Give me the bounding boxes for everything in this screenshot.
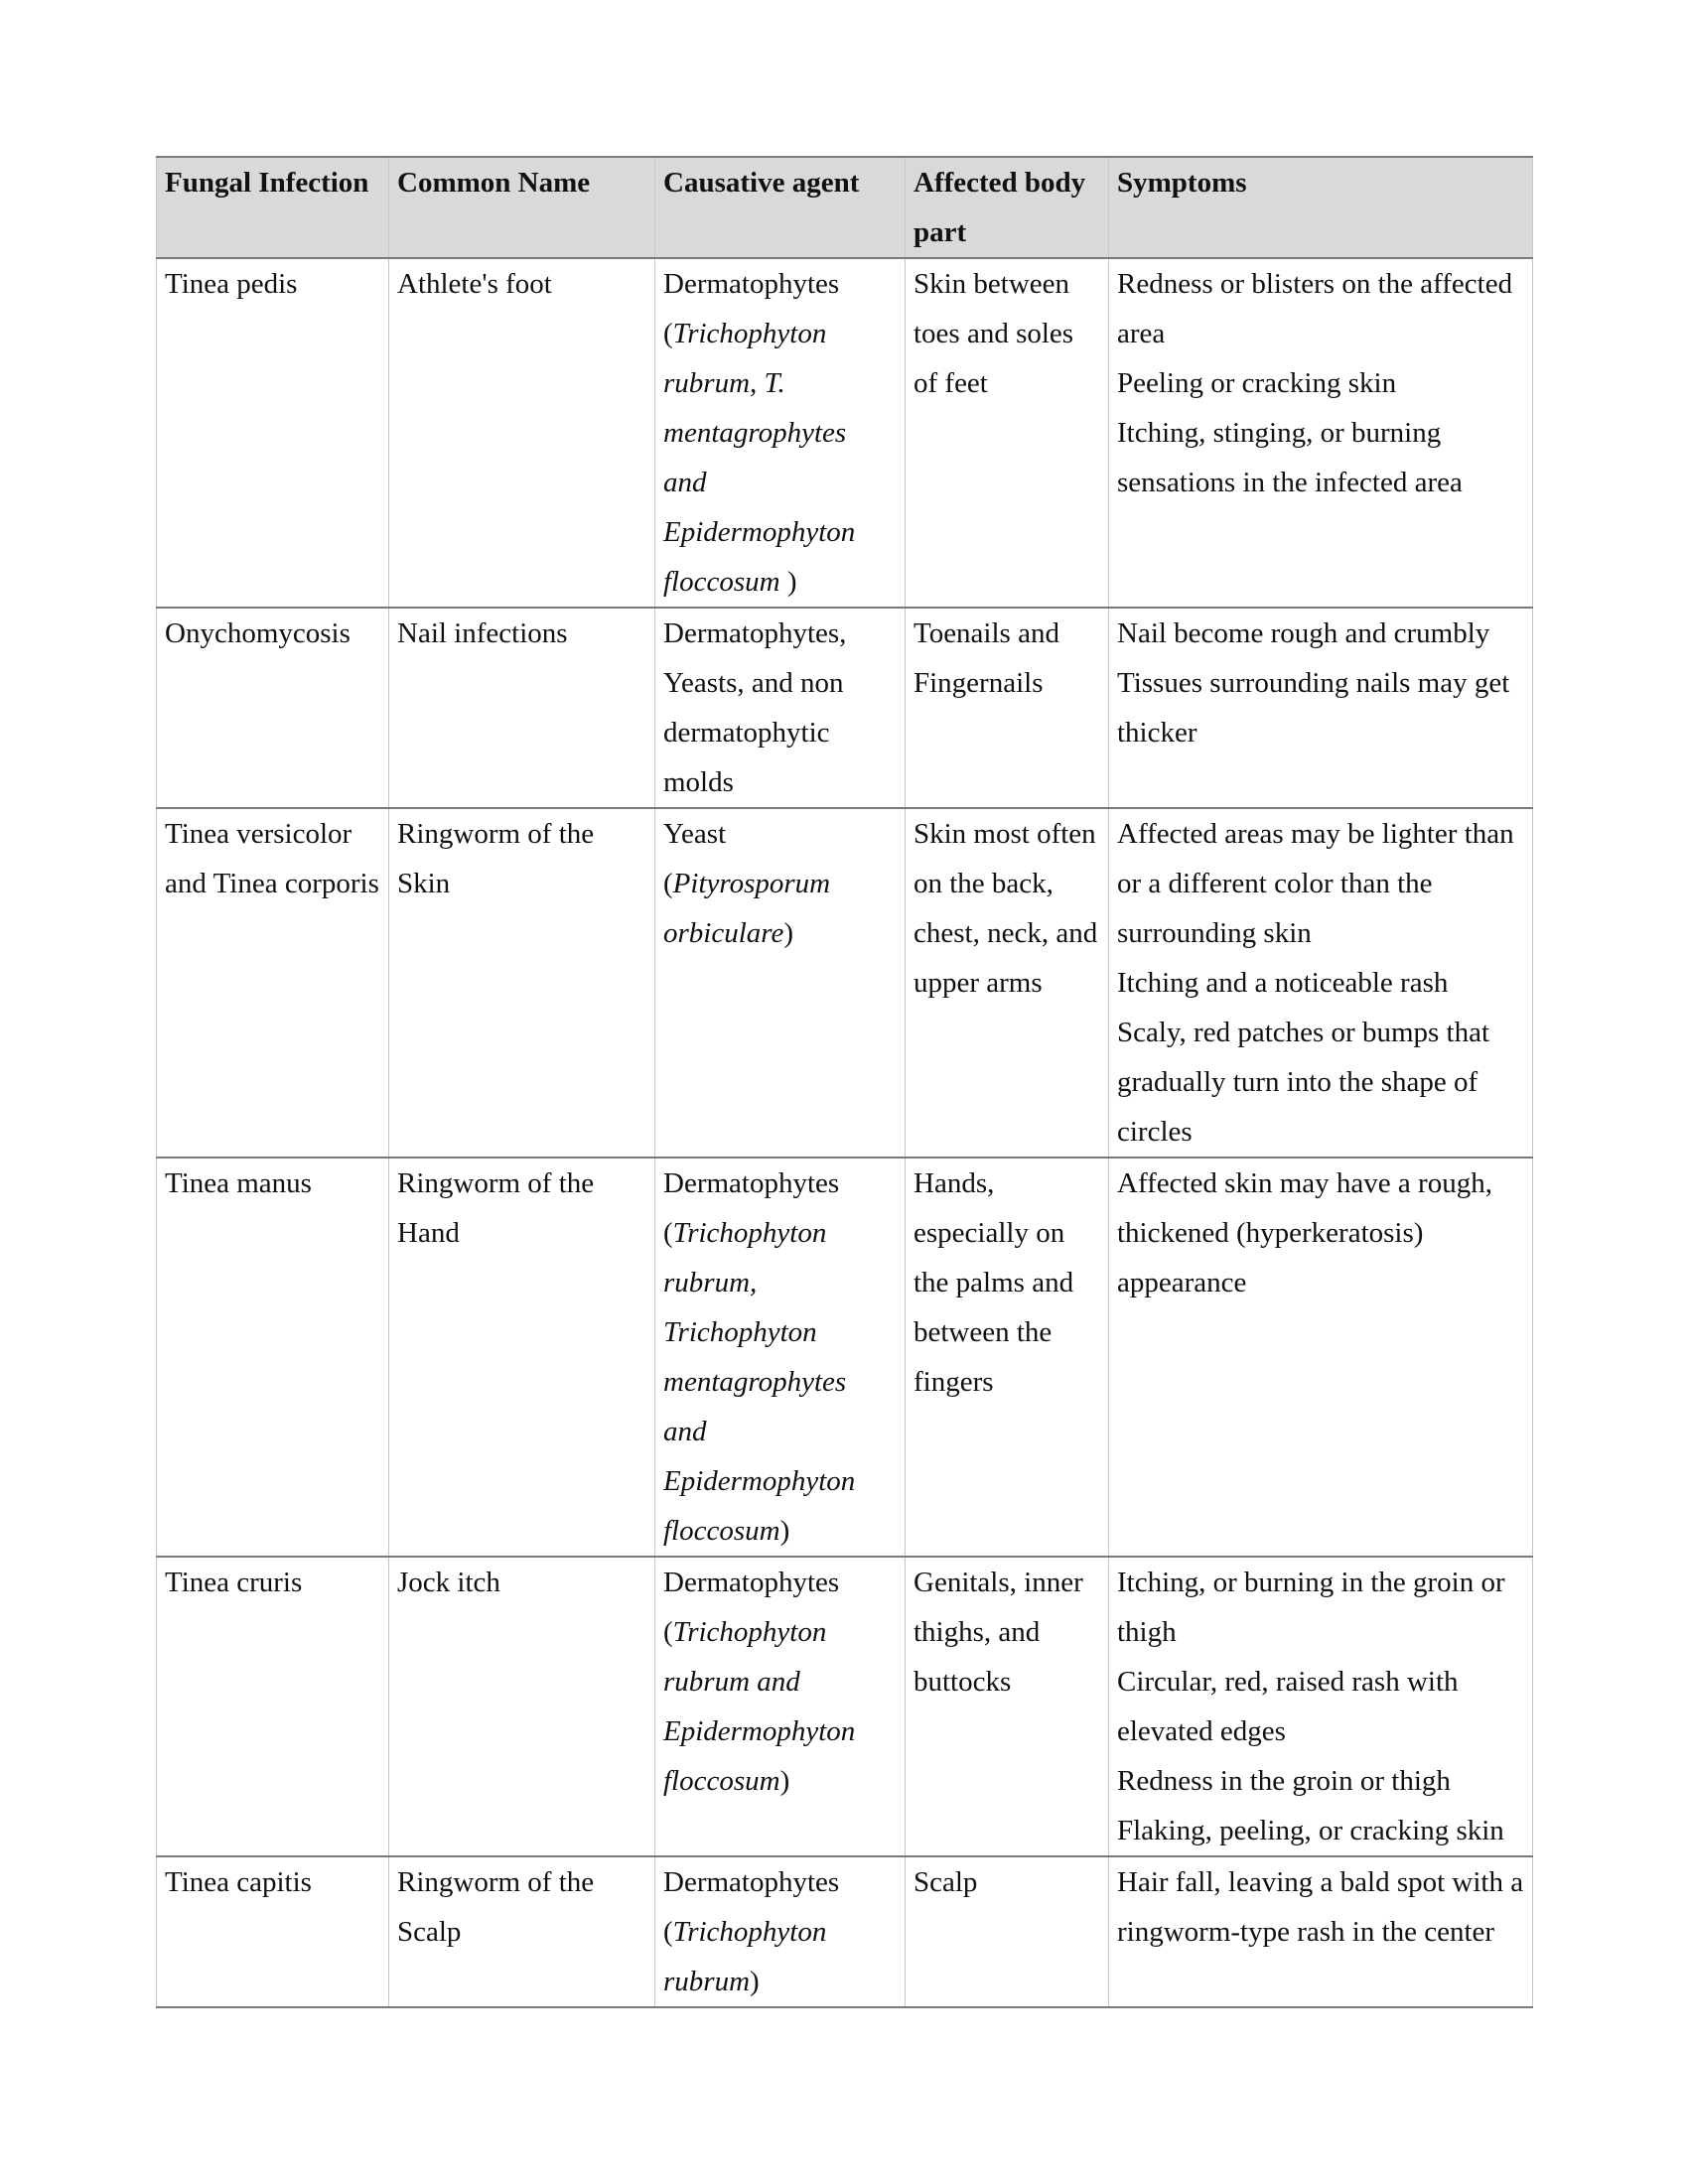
cell-line: Hair fall, leaving a bald spot with a — [1117, 1866, 1524, 1898]
cell-line: elevated edges — [1117, 1715, 1286, 1747]
cell-line — [663, 1558, 901, 1607]
cell-affected-body-part — [906, 808, 1109, 1158]
text: ) — [779, 1515, 790, 1547]
italic-text: and — [663, 467, 707, 498]
cell-line: appearance — [1117, 1267, 1247, 1298]
cell-symptoms — [1109, 1158, 1533, 1557]
header-line: Common Name — [397, 167, 591, 199]
cell-line — [663, 1159, 901, 1208]
cell-line: Hand — [397, 1217, 460, 1249]
text: ( — [663, 1217, 673, 1249]
cell-line: Nail infections — [397, 617, 568, 649]
cell-line: between the — [914, 1316, 1053, 1348]
italic-text: mentagrophytes — [663, 1366, 847, 1398]
cell-common-name — [389, 1856, 655, 2007]
text: Dermatophytes — [663, 268, 840, 300]
cell-line: Athlete's foot — [397, 268, 552, 300]
cell-line — [663, 458, 901, 507]
cell-line: thicker — [1117, 717, 1197, 749]
cell-line: Ringworm of the — [397, 818, 595, 850]
cell-line: Tissues surrounding nails may get — [1117, 667, 1510, 699]
text: dermatophytic — [663, 717, 830, 749]
cell-line: Tinea versicolor — [165, 818, 352, 850]
cell-causative-agent — [655, 1856, 906, 2007]
cell-line — [663, 358, 901, 408]
italic-text: Trichophyton — [672, 1217, 827, 1249]
italic-text: rubrum and — [663, 1666, 800, 1698]
cell-line: Tinea pedis — [165, 268, 298, 300]
cell-line: Circular, red, raised rash with — [1117, 1666, 1459, 1698]
header-line: Affected body — [914, 167, 1086, 199]
cell-affected-body-part — [906, 258, 1109, 608]
cell-line — [663, 809, 901, 859]
text: ( — [663, 318, 673, 349]
cell-line: Affected skin may have a rough, — [1117, 1167, 1492, 1199]
text: Dermatophytes — [663, 1866, 840, 1898]
text: Dermatophytes, — [663, 617, 847, 649]
italic-text: floccosum — [663, 1515, 780, 1547]
cell-common-name — [389, 808, 655, 1158]
cell-symptoms — [1109, 258, 1533, 608]
cell-line — [663, 1407, 901, 1456]
italic-text: rubrum, T. — [663, 367, 785, 399]
cell-causative-agent — [655, 258, 906, 608]
text: ( — [663, 868, 673, 899]
cell-line — [663, 1657, 901, 1706]
cell-line: toes and soles — [914, 318, 1074, 349]
cell-fungal-infection — [157, 258, 389, 608]
cell-line — [663, 859, 901, 908]
cell-line: Tinea cruris — [165, 1567, 303, 1598]
cell-line: Affected areas may be lighter than — [1117, 818, 1514, 850]
italic-text: rubrum — [663, 1966, 751, 1997]
table-row — [157, 608, 1533, 808]
italic-text: Epidermophyton — [663, 1465, 856, 1497]
cell-affected-body-part — [906, 1557, 1109, 1856]
cell-common-name — [389, 1557, 655, 1856]
header-line: Fungal Infection — [165, 167, 369, 199]
cell-line: especially on — [914, 1217, 1065, 1249]
italic-text: Trichophyton — [663, 1316, 817, 1348]
italic-text: Trichophyton — [672, 1916, 827, 1948]
cell-line — [663, 507, 901, 557]
cell-line — [663, 908, 901, 958]
cell-line — [663, 609, 901, 658]
cell-line — [663, 408, 901, 458]
italic-text: floccosum — [663, 566, 780, 598]
cell-line: Itching and a noticeable rash — [1117, 967, 1449, 999]
italic-text: Epidermophyton — [663, 1715, 856, 1747]
cell-line — [663, 1857, 901, 1907]
cell-common-name — [389, 258, 655, 608]
cell-symptoms — [1109, 608, 1533, 808]
cell-common-name — [389, 1158, 655, 1557]
cell-line: or a different color than the — [1117, 868, 1433, 899]
italic-text: rubrum, — [663, 1267, 758, 1298]
italic-text: Epidermophyton — [663, 516, 856, 548]
cell-line: Peeling or cracking skin — [1117, 367, 1397, 399]
cell-line: surrounding skin — [1117, 917, 1312, 949]
table-row — [157, 258, 1533, 608]
italic-text: Trichophyton — [672, 1616, 827, 1648]
cell-line — [663, 658, 901, 708]
table-header-row — [157, 157, 1533, 258]
cell-line: ringworm-type rash in the center — [1117, 1916, 1495, 1948]
text: ) — [783, 917, 794, 949]
cell-line: upper arms — [914, 967, 1043, 999]
cell-line: Genitals, inner — [914, 1567, 1083, 1598]
cell-line: area — [1117, 318, 1166, 349]
cell-line — [663, 557, 901, 607]
cell-line: Jock itch — [397, 1567, 500, 1598]
cell-causative-agent — [655, 1158, 906, 1557]
cell-line: thigh — [1117, 1616, 1177, 1648]
cell-symptoms — [1109, 808, 1533, 1158]
cell-line: and Tinea corporis — [165, 868, 379, 899]
text: ( — [663, 1616, 673, 1648]
cell-line: Redness in the groin or thigh — [1117, 1765, 1451, 1797]
text: molds — [663, 766, 734, 798]
cell-line — [663, 1607, 901, 1657]
header-affected-body-part — [906, 157, 1109, 258]
cell-line — [663, 1307, 901, 1357]
cell-line — [663, 1756, 901, 1806]
cell-affected-body-part — [906, 1158, 1109, 1557]
cell-line — [663, 1706, 901, 1756]
cell-line: buttocks — [914, 1666, 1012, 1698]
cell-line: the palms and — [914, 1267, 1074, 1298]
table-row — [157, 808, 1533, 1158]
cell-line: Scaly, red patches or bumps that — [1117, 1017, 1490, 1048]
cell-line: Scalp — [914, 1866, 978, 1898]
cell-line: Skin — [397, 868, 451, 899]
cell-line: Toenails and — [914, 617, 1059, 649]
header-line: part — [914, 216, 967, 248]
cell-line — [663, 1258, 901, 1307]
text: ) — [750, 1966, 760, 1997]
cell-line: Hands, — [914, 1167, 995, 1199]
cell-line: Ringworm of the — [397, 1866, 595, 1898]
cell-line: Flaking, peeling, or cracking skin — [1117, 1815, 1504, 1846]
header-line: Symptoms — [1117, 167, 1247, 199]
table-row — [157, 1158, 1533, 1557]
cell-line: of feet — [914, 367, 988, 399]
text: Yeast — [663, 818, 727, 850]
cell-line: Skin between — [914, 268, 1070, 300]
cell-line: chest, neck, and — [914, 917, 1098, 949]
text: Dermatophytes — [663, 1567, 840, 1598]
header-causative-agent — [655, 157, 906, 258]
cell-line: Onychomycosis — [165, 617, 351, 649]
cell-line: Ringworm of the — [397, 1167, 595, 1199]
cell-line: Itching, stinging, or burning — [1117, 417, 1442, 449]
cell-fungal-infection — [157, 608, 389, 808]
cell-line: circles — [1117, 1116, 1193, 1148]
cell-line: Tinea capitis — [165, 1866, 312, 1898]
cell-line — [663, 259, 901, 309]
cell-fungal-infection — [157, 808, 389, 1158]
text: ( — [663, 1916, 673, 1948]
cell-line — [663, 1957, 901, 2006]
cell-affected-body-part — [906, 608, 1109, 808]
text: Dermatophytes — [663, 1167, 840, 1199]
cell-fungal-infection — [157, 1557, 389, 1856]
cell-line: thighs, and — [914, 1616, 1041, 1648]
cell-line: Itching, or burning in the groin or — [1117, 1567, 1505, 1598]
cell-line: Scalp — [397, 1916, 462, 1948]
italic-text: and — [663, 1416, 707, 1447]
cell-line: Skin most often — [914, 818, 1096, 850]
cell-symptoms — [1109, 1856, 1533, 2007]
cell-line: Fingernails — [914, 667, 1044, 699]
fungal-infections-table — [156, 156, 1533, 2008]
cell-symptoms — [1109, 1557, 1533, 1856]
cell-line: sensations in the infected area — [1117, 467, 1463, 498]
header-line: Causative agent — [663, 167, 860, 199]
cell-line — [663, 1357, 901, 1407]
header-symptoms — [1109, 157, 1533, 258]
cell-line: Redness or blisters on the affected — [1117, 268, 1513, 300]
italic-text: floccosum — [663, 1765, 780, 1797]
table-body — [157, 258, 1533, 2007]
table-row — [157, 1557, 1533, 1856]
header-fungal-infection — [157, 157, 389, 258]
cell-causative-agent — [655, 608, 906, 808]
cell-causative-agent — [655, 1557, 906, 1856]
cell-fungal-infection — [157, 1158, 389, 1557]
cell-affected-body-part — [906, 1856, 1109, 2007]
cell-line: thickened (hyperkeratosis) — [1117, 1217, 1424, 1249]
cell-line: on the back, — [914, 868, 1054, 899]
cell-line: Tinea manus — [165, 1167, 312, 1199]
cell-line — [663, 1506, 901, 1556]
cell-line: Nail become rough and crumbly — [1117, 617, 1490, 649]
italic-text: Trichophyton — [672, 318, 827, 349]
cell-line: fingers — [914, 1366, 994, 1398]
text: Yeasts, and non — [663, 667, 844, 699]
cell-line — [663, 708, 901, 757]
cell-line — [663, 757, 901, 807]
text: ) — [779, 566, 797, 598]
italic-text: Pityrosporum — [672, 868, 831, 899]
cell-common-name — [389, 608, 655, 808]
text: ) — [779, 1765, 790, 1797]
cell-line — [663, 1907, 901, 1957]
header-common-name — [389, 157, 655, 258]
italic-text: mentagrophytes — [663, 417, 847, 449]
cell-line — [663, 1208, 901, 1258]
cell-causative-agent — [655, 808, 906, 1158]
cell-line: gradually turn into the shape of — [1117, 1066, 1478, 1098]
table-row — [157, 1856, 1533, 2007]
italic-text: orbiculare — [663, 917, 784, 949]
cell-fungal-infection — [157, 1856, 389, 2007]
cell-line — [663, 309, 901, 358]
cell-line — [663, 1456, 901, 1506]
